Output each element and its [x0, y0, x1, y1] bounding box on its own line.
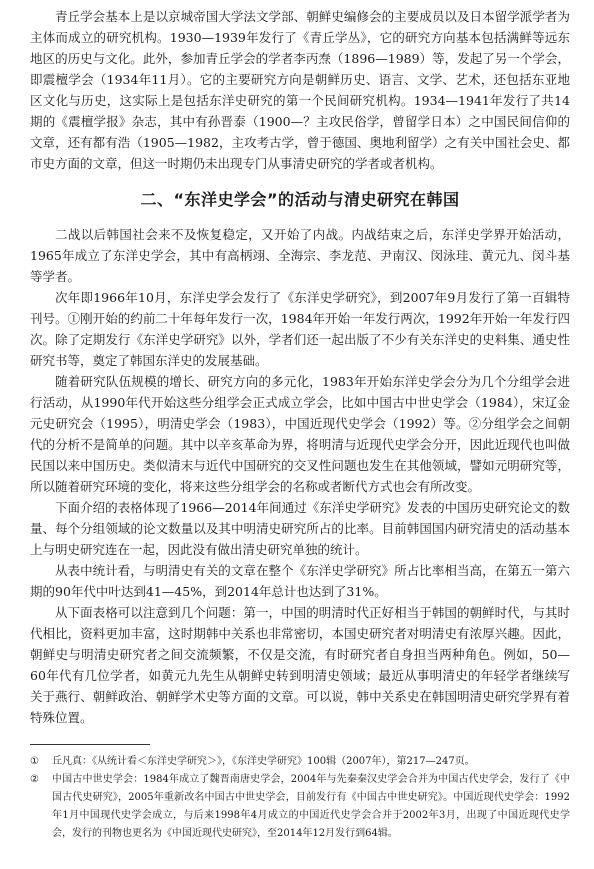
- footnote-divider: [30, 744, 150, 745]
- body-paragraph: 随着研究队伍规模的增长、研究方向的多元化，1983年开始东洋史学会分为几个分组学会进行活动，从1990年代开始这些分组学会正式成立学会，比如中国古中世史学会（1984），宋辽金元史研究会（1995），明清史学会（1983），中国近现代史学会（1992）等。②分组学会之间朝代的分析不是简单的问题。其中以辛亥革命为界，将明清与近现代史学会分开，因此近现代也叫做民国以来中国历史。类似清末与近代中国研究的交叉性问题也发生在其他领域，譬如元明研究等，所以随着研究环境的变化，将来这些分组学会的名称或者断代方式也会有所改变。: [30, 374, 570, 494]
- body-paragraph: 从表中统计看，与明清史有关的文章在整个《东洋史学研究》所占比率相当高，在第五一第六期的90年代中叶达到41—45%，到2014年总计也达到了31%。: [30, 563, 570, 599]
- footnote-marker: ②: [30, 774, 39, 785]
- footnote-marker: ①: [30, 756, 39, 767]
- footnote-item: [30, 771, 570, 843]
- footnotes: [30, 753, 570, 843]
- body-paragraph: 二战以后韩国社会来不及恢复稳定，又开始了内战。内战结束之后，东洋史学界开始活动，1965年成立了东洋史学会，其中有高柄翊、全海宗、李龙范、尹南汉、闵泳珪、黄元九、闵斗基等学者。: [30, 227, 570, 284]
- footnote-item: [30, 753, 570, 771]
- intro-paragraph: 青丘学会基本上是以京城帝国大学法文学部、朝鲜史编修会的主要成员以及日本留学派学者为主体而成立的研究机构。1930—1939年发行了《青丘学丛》，它的研究方向基本包括满鲜等远东地区的历史与文化。此外，参加青丘学会的学者李丙焘（1896—1989）等，发起了另一个学会，即震檀学会（1934年11月）。它的主要研究方向是朝鲜历史、语言、文学、艺术，还包括东亚地区文化与历史，这实际上是包括东洋史研究的第一个民间研究机构。1934—1941年发行了共14期的《震檀学报》杂志，其中有孙晋泰（1900—？主攻民俗学，曾留学日本）之中国民间信仰的文章，还有都有浩（1905—1982，主攻考古学，曾于德国、奥地利留学）之有关中国社会史、都市史方面的文章，但这一时期仍未出现专门从事清史研究的学者或者机构。: [30, 9, 570, 171]
- body-paragraph: 下面介绍的表格体现了1966—2014年间通过《东洋史学研究》发表的中国历史研究论文的数量、每个分组领域的论文数量以及其中明清史研究所占的比率。目前韩国国内研究清史的活动基本上与明史研究连在一起，因此没有做出清史研究单独的统计。: [30, 500, 570, 557]
- section-heading: 二、“东洋史学会”的活动与清史研究在韩国: [140, 190, 460, 209]
- footnote-text: 丘凡真：《从统计看＜东洋史学研究＞》，《东洋史学研究》100辑（2007年），第217—247页。: [52, 756, 475, 767]
- body-paragraph: 从下面表格可以注意到几个问题：第一，中国的明清时代正好相当于韩国的朝鲜时代，与其时代相比，资料更加丰富，这时期韩中关系也非常密切，本国史研究者对明清史有浓厚兴趣。因此，朝鲜史与明清史研究者之间交流频繁，不仅是交流，有时研究者自身担当两种角色。例如，50—60年代有几位学者，如黄元九先生从朝鲜史转到明清史领域；最近从事明清史的年轻学者继续写关于燕行、朝鲜政治、朝鲜学术史等方面的文章。可以说，韩中关系史在韩国明清史研究学界有着特殊位置。: [30, 605, 570, 725]
- body-paragraph: 次年即1966年10月，东洋史学会发行了《东洋史学研究》，到2007年9月发行了第一百辑特刊号。①刚开始的约前二十年每年发行一次，1984年开始一年发行两次，1992年开始一年发行四次。除了定期发行《东洋史学研究》以外，学者们还一起出版了不少有关东洋史的史料集、通史性研究书等，奠定了韩国东洋史的发展基础。: [30, 290, 570, 368]
- footnote-text: 中国古中世史学会：1984年成立了魏晋南唐史学会，2004年与先秦秦汉史学会合并为中国古代史学会，发行了《中国古代史研究》，2005年重新改名中国古中世史学会，目前发行有《中国古中世史研究》。中国近现代史学会：1992年1月中国现代史学会成立，与后来1998年4月成立的中国近代史学会合并于2002年3月，出现了中国近现代史学会，发行的刊物也更名为《中国近现代史研究》，至2014年12月发行到64辑。: [52, 774, 570, 839]
